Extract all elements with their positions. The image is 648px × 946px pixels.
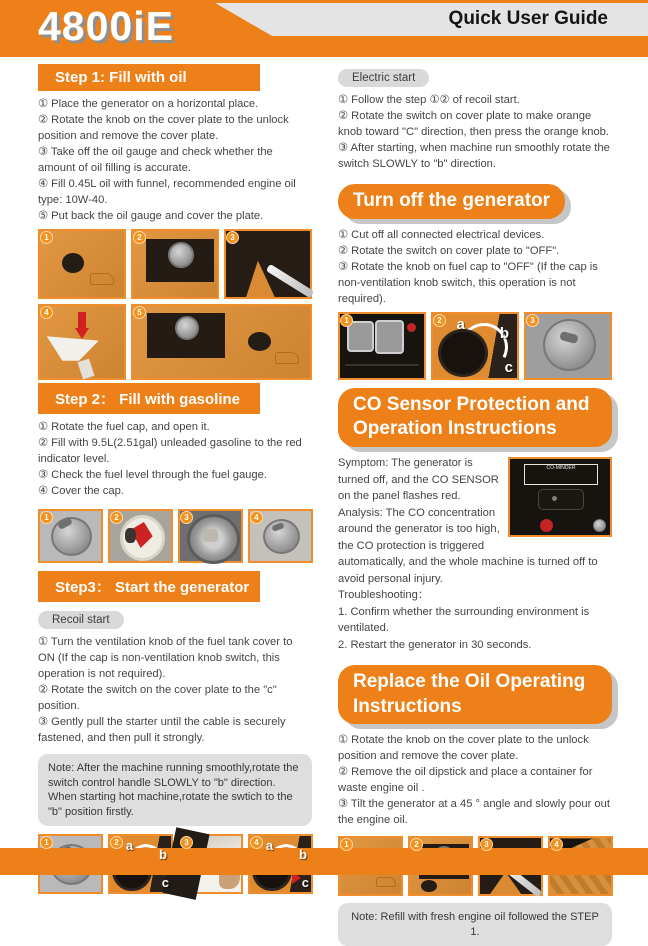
dial-label-c: c xyxy=(161,875,169,890)
photo-reassembled-plate xyxy=(131,304,312,380)
footer-band xyxy=(0,848,648,875)
header-band xyxy=(0,0,648,57)
red-arrow-icon xyxy=(75,328,89,339)
photo-fuel-cap-closed xyxy=(38,509,103,563)
photo-number-badge: 3 xyxy=(226,231,239,244)
co-troubleshooting-1: 1. Confirm whether the surrounding environment is ventilated. xyxy=(338,605,590,635)
electric-item-3: ③ After starting, when machine run smoothly rotate the switch SLOWLY to "b" direction. xyxy=(338,142,610,170)
sensor-dot xyxy=(552,496,557,501)
step1-photo-row-2 xyxy=(38,304,312,380)
co-analysis-text: Analysis: The CO concentration around the generator is too high, the CO protection is triggered automatically, and the whole machine is turned off to avoid personal injury. xyxy=(338,506,598,585)
step2-photo-row xyxy=(38,509,312,563)
step2-heading: Step 2： Fill with gasoline xyxy=(38,383,260,414)
step2-instructions xyxy=(38,419,312,499)
photo-number-badge: 2 xyxy=(110,511,123,524)
photo-funnel-fill xyxy=(38,304,126,380)
left-column xyxy=(38,64,312,894)
oil-can-engraving xyxy=(90,273,114,285)
replace-oil-instructions xyxy=(338,732,612,828)
photo-open-compartment xyxy=(131,229,219,299)
knob-shape xyxy=(62,253,84,273)
red-reset-button xyxy=(540,519,553,532)
panel-seam xyxy=(345,364,419,366)
guide-title: Quick User Guide xyxy=(448,8,608,29)
dial-label-a: a xyxy=(265,838,274,853)
turnoff-item-3: ③ Rotate the knob on fuel cap to "OFF" (If the cap is non-ventilation knob switch, this operation is not required). xyxy=(338,260,598,305)
turn-off-photo-row xyxy=(338,312,612,380)
step2-item-4: ④ Cover the cap. xyxy=(38,485,124,497)
dial-wheel xyxy=(438,329,488,377)
photo-number-badge: 1 xyxy=(340,838,353,851)
photo-number-badge: 4 xyxy=(40,306,53,319)
photo-number-badge: 2 xyxy=(410,838,423,851)
photo-number-badge: 1 xyxy=(40,836,53,849)
waste-container xyxy=(421,880,437,892)
dial-label-b: b xyxy=(299,847,307,863)
oil-can-engraving xyxy=(376,877,396,887)
turn-off-heading: Turn off the generator xyxy=(338,184,565,219)
model-logo: 4800iE xyxy=(38,3,174,49)
step2-item-3: ③ Check the fuel level through the fuel gauge. xyxy=(38,469,267,481)
replace-item-1: ① Rotate the knob on the cover plate to the unlock position and remove the cover plate. xyxy=(338,734,589,763)
dial-label-b: b xyxy=(499,325,509,343)
photo-number-badge: 2 xyxy=(110,836,123,849)
replace-item-2: ② Remove the oil dipstick and place a container for waste engine oil . xyxy=(338,766,593,795)
replace-item-3: ③ Tilt the generator at a 45 ° angle and slowly pour out the engine oil. xyxy=(338,798,610,827)
dial-label-b: b xyxy=(159,847,167,863)
step1-item-4: ④ Fill 0.45L oil with funnel, recommended engine oil type: 10W-40. xyxy=(38,178,296,206)
oil-cap-shape xyxy=(168,242,194,268)
photo-number-badge: 1 xyxy=(40,511,53,524)
dial-label-c: c xyxy=(301,875,309,890)
dial-label-c: c xyxy=(504,358,513,376)
electric-start-label: Electric start xyxy=(338,69,429,87)
step2-item-1: ① Rotate the fuel cap, and open it. xyxy=(38,421,210,433)
electric-item-1: ① Follow the step ①② of recoil start. xyxy=(338,94,520,106)
knob-shape xyxy=(248,332,271,351)
photo-co-sensor-panel xyxy=(508,457,612,537)
step1-item-3: ③ Take off the oil gauge and check whether the amount of oil filling is accurate. xyxy=(38,146,273,174)
dial-label-a: a xyxy=(456,315,465,333)
co-troubleshooting-label: Troubleshooting： xyxy=(338,589,430,602)
photo-fuel-cap-open xyxy=(108,509,173,563)
step3-heading: Step3： Start the generator xyxy=(38,571,260,602)
co-troubleshooting-2: 2. Restart the generator in 30 seconds. xyxy=(338,638,532,651)
photo-number-badge: 5 xyxy=(133,306,146,319)
funnel-cone xyxy=(47,336,99,360)
recoil-start-label: Recoil start xyxy=(38,611,124,629)
photo-number-badge: 3 xyxy=(180,836,193,849)
step1-instructions xyxy=(38,96,312,224)
outlet-socket xyxy=(375,320,404,353)
co-sensor-heading: CO Sensor Protection and Operation Instructions xyxy=(338,388,612,447)
turnoff-item-1: ① Cut off all connected electrical devices. xyxy=(338,228,545,241)
photo-number-badge: 1 xyxy=(40,231,53,244)
red-indicator-light xyxy=(407,323,416,332)
red-arrow-stem xyxy=(78,312,86,328)
step3-note: Note: After the machine running smoothly,rotate the switch control handle SLOWLY to "b" direction. When starting hot machine,rotate the swtich to the "b" position firstly. xyxy=(38,754,312,826)
photo-number-badge: 3 xyxy=(480,838,493,851)
photo-number-badge: 3 xyxy=(180,511,193,524)
step3-item-1: ① Turn the ventilation knob of the fuel tank cover to ON (If the cap is non-ventilation knob switch, this operation is not required). xyxy=(38,636,293,680)
photo-number-badge: 4 xyxy=(250,836,263,849)
step1-heading: Step 1: Fill with oil xyxy=(38,64,260,91)
outlet-socket xyxy=(347,321,375,352)
funnel-stem xyxy=(78,359,95,380)
step1-item-2: ② Rotate the knob on the cover plate to the unlock position and remove the cover plate. xyxy=(38,114,289,142)
photo-number-badge: 4 xyxy=(250,511,263,524)
photo-number-badge: 3 xyxy=(526,314,539,327)
oil-can-engraving xyxy=(275,352,299,364)
tank-opening xyxy=(125,528,136,543)
photo-fuel-cap-off xyxy=(524,312,612,380)
step2-item-2: ② Fill with 9.5L(2.51gal) unleaded gasoline to the red indicator level. xyxy=(38,437,302,465)
photo-fuel-gauge xyxy=(178,509,243,563)
fuel-cap-shape xyxy=(543,319,596,372)
photo-cover-plate xyxy=(38,229,126,299)
step1-photo-row-1 xyxy=(38,229,312,299)
electric-start-instructions xyxy=(338,92,612,172)
dial-label-a: a xyxy=(125,838,134,853)
turn-off-instructions xyxy=(338,227,612,307)
turnoff-item-2: ② Rotate the switch on cover plate to "OFF". xyxy=(338,244,560,257)
photo-control-panel xyxy=(338,312,426,380)
photo-cap-covered xyxy=(248,509,313,563)
co-sensor-module xyxy=(538,489,584,509)
photo-number-badge: 4 xyxy=(550,838,563,851)
photo-number-badge: 1 xyxy=(340,314,353,327)
photo-number-badge: 2 xyxy=(433,314,446,327)
photo-switch-dial xyxy=(431,312,519,380)
co-symptom-text: Symptom: The generator is turned off, and the CO SENSOR on the panel flashes red. xyxy=(338,457,499,503)
step1-item-5: ⑤ Put back the oil gauge and cover the plate. xyxy=(38,210,264,222)
replace-oil-heading: Replace the Oil Operating Instructions xyxy=(338,665,612,724)
photo-oil-gauge-removal xyxy=(224,229,312,299)
co-sensor-section xyxy=(338,455,612,653)
co-minder-label: CO-MINDER xyxy=(524,464,598,486)
dipstick-rod xyxy=(266,264,314,298)
right-column xyxy=(338,64,612,946)
step3-item-3: ③ Gently pull the starter until the cable is securely fastened, and then pull it strongly. xyxy=(38,716,286,744)
step1-item-1: ① Place the generator on a horizontal place. xyxy=(38,98,259,110)
step3-item-2: ② Rotate the switch on the cover plate to the "c" position. xyxy=(38,684,277,712)
gauge-float xyxy=(203,529,218,542)
replace-oil-note: Note: Refill with fresh engine oil followed the STEP 1. xyxy=(338,903,612,946)
step3-instructions xyxy=(38,634,312,746)
electric-item-2: ② Rotate the switch on cover plate to make orange knob toward "C" direction, then press the orange knob. xyxy=(338,110,610,138)
photo-number-badge: 2 xyxy=(133,231,146,244)
screw-shape xyxy=(593,519,606,532)
